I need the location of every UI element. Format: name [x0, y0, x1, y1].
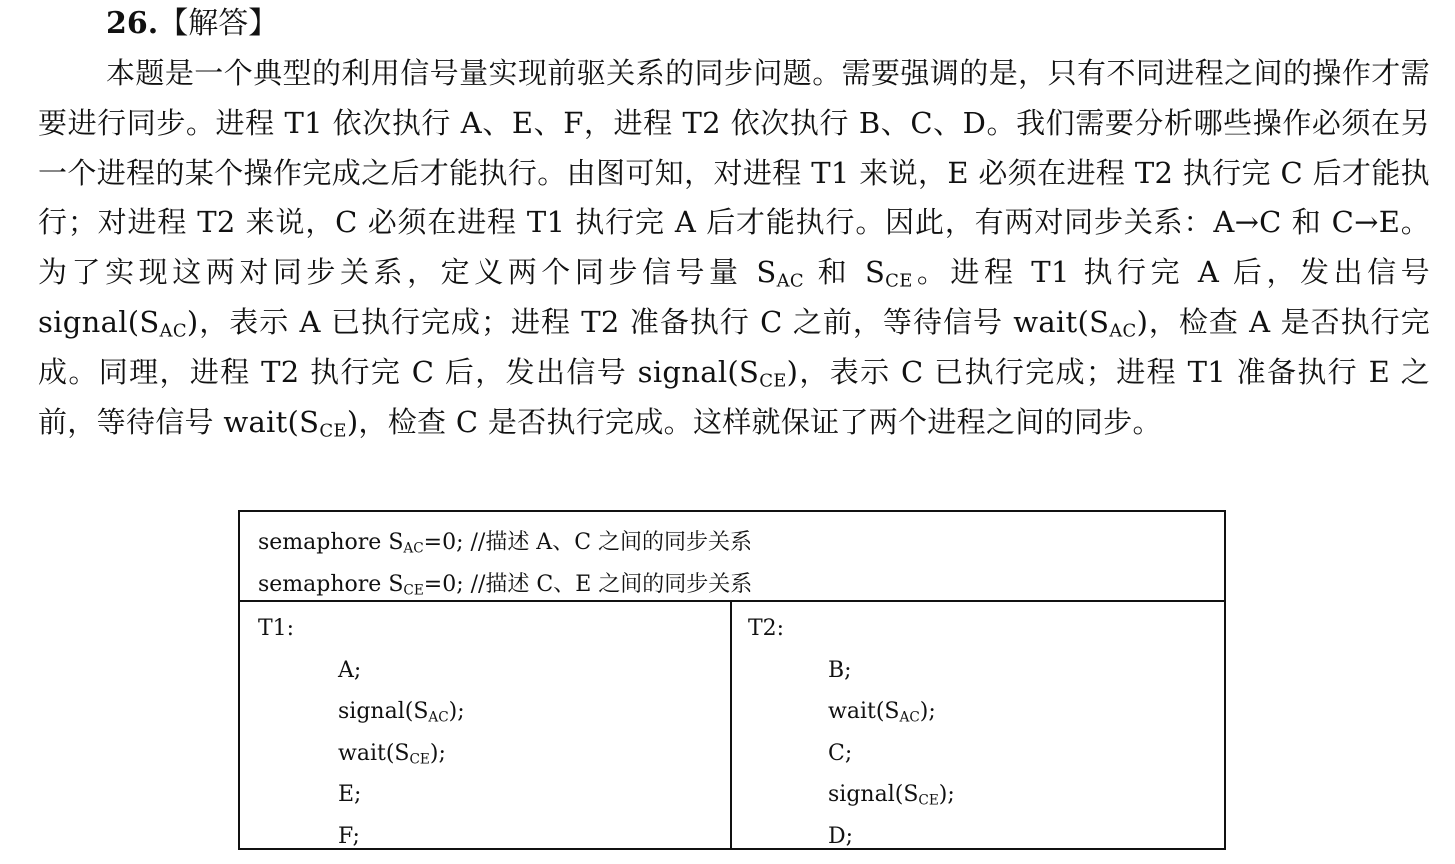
subscript: CE — [409, 750, 430, 767]
code-box — [238, 510, 1226, 850]
text-run: )，检查 A 是否执行完成。同理，进程 T2 执行完 C 后，发出信号 signal(S — [38, 304, 1430, 389]
code-line: A; — [338, 657, 362, 683]
question-number: 26. — [106, 6, 159, 41]
code-text: signal(S — [338, 699, 429, 724]
declaration-line — [258, 564, 752, 606]
text-run: 和 S — [803, 255, 886, 290]
code-text: semaphore S — [258, 571, 404, 597]
code-line — [258, 691, 465, 733]
semaphore-declarations — [240, 512, 1224, 602]
text-run: )，表示 A 已执行完成；进程 T2 准备执行 C 之前，等待信号 wait(S — [186, 304, 1110, 339]
subscript: AC — [899, 709, 920, 726]
code-line — [258, 733, 465, 775]
text-run: )，检查 C 是否执行完成。这样就保证了两个进程之间的同步。 — [346, 404, 1162, 439]
code-text: ); — [938, 782, 955, 807]
subscript: AC — [776, 270, 804, 292]
code-line — [748, 774, 955, 816]
code-text: semaphore S — [258, 530, 404, 555]
subscript: CE — [885, 270, 913, 292]
answer-label: 【解答】 — [158, 6, 279, 41]
subscript: AC — [428, 709, 449, 726]
subscript: CE — [759, 370, 787, 392]
text-run: 。进程 T1 执行完 A 后，发出信号 signal(S — [38, 255, 1430, 339]
subscript: AC — [1109, 320, 1137, 342]
code-line: E; — [338, 782, 362, 807]
code-text: ); — [429, 740, 446, 766]
subscript: AC — [159, 320, 187, 342]
answer-heading — [106, 4, 278, 44]
process-t1-code — [258, 608, 465, 857]
subscript: CE — [319, 420, 347, 442]
code-text: ); — [448, 699, 465, 724]
code-line — [748, 691, 955, 733]
subscript: CE — [918, 792, 939, 809]
text-run: )，表示 C 已执行完成；进程 T1 准备执行 E 之前，等待信号 wait(S — [38, 354, 1430, 439]
subscript: AC — [403, 540, 424, 557]
code-line: D; — [828, 823, 854, 849]
process-t1-column — [240, 602, 732, 848]
code-text: signal(S — [828, 782, 919, 807]
process-t2-code — [748, 608, 955, 857]
process-label: T1: — [258, 616, 295, 641]
declarations-block — [258, 522, 752, 605]
code-line: F; — [338, 823, 360, 849]
text-run: 本题是一个典型的利用信号量实现前驱关系的同步问题。需要强调的是，只有不同进程之间的操作才需要进行同步。进程 T1 依次执行 A、E、F，进程 T2 依次执行 B、C、D。我们需要分析哪些操作必须在另一个进程的某个操作完成之后才能执行。由图可知，对进程 T1 来说，E 必须在进程 T2 执行完 C 后才能执行；对进程 T2 来说，C 必须在进程 T1 执行完 A 后才能执行。因此，有两对同步关系：A→C 和 C→E。为了实现这两对同步关系，定义两个同步信号量 S — [38, 56, 1430, 290]
explanation-paragraph — [38, 49, 1430, 447]
declaration-line — [258, 522, 752, 564]
code-text: =0; //描述 A、C 之间的同步关系 — [423, 530, 753, 555]
code-text: wait(S — [828, 699, 900, 724]
process-label: T2: — [748, 616, 785, 641]
code-text: =0; //描述 C、E 之间的同步关系 — [423, 571, 753, 597]
subscript: CE — [403, 581, 424, 598]
code-text: ); — [919, 699, 936, 724]
code-line: B; — [828, 657, 852, 683]
process-t2-column — [732, 602, 1224, 848]
code-text: wait(S — [338, 740, 410, 766]
code-line: C; — [828, 740, 853, 766]
